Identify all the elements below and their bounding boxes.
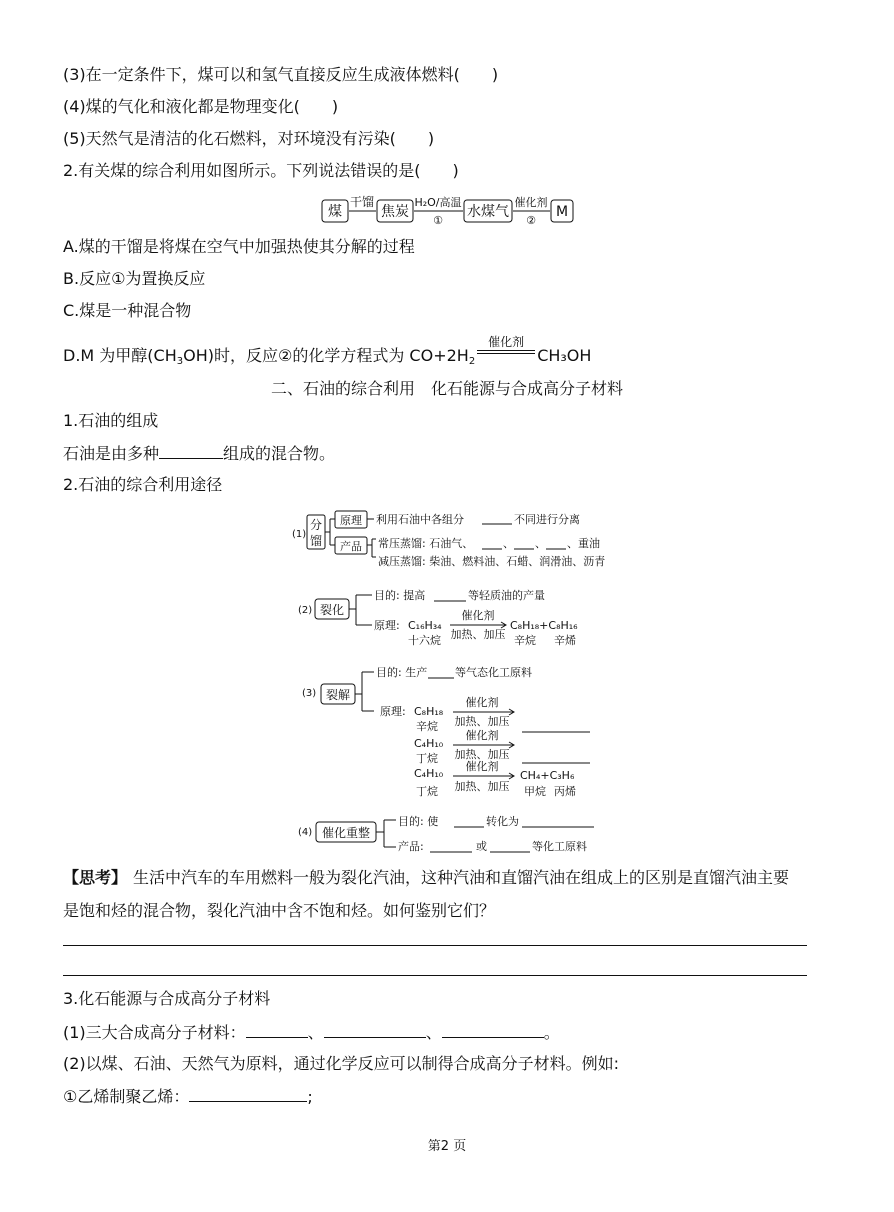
flow-arrow-2-bottom: ① bbox=[433, 214, 443, 227]
think-line1 bbox=[63, 867, 789, 889]
d4-chanpin-pre: 产品: bbox=[398, 840, 424, 853]
flow-arrow-1-label: 干馏 bbox=[349, 195, 375, 209]
d1-yuanli-text-pre: 利用石油中各组分 bbox=[376, 513, 464, 526]
d4-mudi-pre: 目的: 使 bbox=[398, 815, 439, 828]
d1-box-bottom: 馏 bbox=[309, 534, 323, 548]
d2-mudi-pre: 目的: 提高 bbox=[374, 589, 426, 602]
d2-reactant: C₁₆H₃₄ bbox=[408, 619, 442, 632]
q2-stem: 2.有关煤的综合利用如图所示。下列说法错误的是( ) bbox=[63, 161, 459, 180]
think-text1: 生活中汽车的车用燃料一般为裂化汽油，这种汽油和直馏汽油在组成上的区别是直馏汽油主要 bbox=[133, 868, 790, 887]
d3-p3-name1: 甲烷 bbox=[524, 785, 546, 798]
d2-yuanli: 原理: bbox=[374, 619, 400, 632]
q1-item5: (5)天然气是清洁的化石燃料，对环境没有污染( ) bbox=[63, 129, 435, 148]
flow-arrow-2-top: H₂O/高温 bbox=[414, 196, 462, 209]
section3-h3: 3.化石能源与合成高分子材料 bbox=[63, 989, 271, 1008]
section2-h2: 2.石油的综合利用途径 bbox=[63, 475, 223, 494]
d4-mudi-mid: 转化为 bbox=[486, 815, 519, 828]
section2-p1 bbox=[63, 442, 335, 465]
diagram-pyrolysis bbox=[302, 665, 590, 798]
section3-p2: (2)以煤、石油、天然气为原料，通过化学反应可以制得合成高分子材料。例如: bbox=[63, 1054, 620, 1073]
section3-p1-pre: (1)三大合成高分子材料： bbox=[63, 1023, 246, 1042]
petroleum-diagram bbox=[288, 505, 618, 865]
q2-option-d-end: CH₃OH bbox=[537, 346, 592, 365]
q2-option-c: C.煤是一种混合物 bbox=[63, 301, 192, 320]
d1-row2: 减压蒸馏: 柴油、燃料油、石蜡、润滑油、沥青 bbox=[378, 555, 606, 568]
section2-p1-post: 组成的混合物。 bbox=[223, 444, 336, 463]
d2-num: (2) bbox=[298, 605, 313, 616]
page-number: 第2 页 bbox=[427, 1139, 467, 1154]
flow-node-m-label: M bbox=[555, 204, 569, 220]
d3-r3: C₄H₁₀ bbox=[414, 767, 444, 780]
think-label: 【思考】 bbox=[63, 868, 128, 887]
section3-p3 bbox=[63, 1085, 313, 1108]
d3-cond2-top: 催化剂 bbox=[465, 729, 499, 742]
d2-product: C₈H₁₈+C₈H₁₆ bbox=[510, 619, 578, 632]
flow-node-coke-label: 焦炭 bbox=[381, 204, 409, 220]
d1-row1-sep1: 、 bbox=[503, 537, 514, 550]
blank-polyethylene bbox=[189, 1085, 307, 1102]
d3-p3-name2: 丙烯 bbox=[554, 785, 576, 798]
answer-line-2 bbox=[63, 975, 807, 976]
d3-box-label: 裂解 bbox=[325, 688, 351, 702]
d1-row1-sep2: 、 bbox=[535, 537, 546, 550]
d3-yuanli: 原理: bbox=[380, 705, 406, 718]
d1-chanpin: 产品 bbox=[340, 540, 362, 553]
d3-mudi-pre: 目的: 生产 bbox=[376, 666, 428, 679]
section3-end: 。 bbox=[543, 1023, 560, 1042]
d4-box-label: 催化重整 bbox=[321, 826, 371, 840]
d3-r2: C₄H₁₀ bbox=[414, 737, 444, 750]
q2-option-d-pre: D.M 为甲醇(CH bbox=[63, 346, 177, 365]
d2-product-name1: 辛烷 bbox=[514, 634, 536, 647]
d3-r1: C₈H₁₈ bbox=[414, 705, 444, 718]
d3-cond1-top: 催化剂 bbox=[465, 696, 499, 709]
blank-material-2 bbox=[324, 1021, 426, 1038]
d3-r1-name: 辛烷 bbox=[416, 720, 438, 733]
q2-option-a: A.煤的干馏是将煤在空气中加强热使其分解的过程 bbox=[63, 237, 415, 256]
d1-box-top: 分 bbox=[309, 518, 323, 532]
section2-h1: 1.石油的组成 bbox=[63, 411, 159, 430]
d3-num: (3) bbox=[302, 688, 317, 699]
d1-row1-pre: 常压蒸馏: 石油气、 bbox=[378, 537, 474, 550]
answer-line-1 bbox=[63, 945, 807, 946]
coal-flow-diagram bbox=[318, 190, 578, 230]
d4-chanpin-post: 等化工原料 bbox=[532, 840, 587, 853]
diagram-reforming bbox=[298, 814, 594, 853]
d1-num: (1) bbox=[292, 529, 307, 540]
d3-r2-name: 丁烷 bbox=[416, 752, 438, 765]
flow-node-coal-label: 煤 bbox=[328, 204, 342, 220]
flow-arrow-3-bottom: ② bbox=[526, 214, 536, 227]
d2-product-name2: 辛烯 bbox=[554, 634, 576, 647]
q2-option-b: B.反应①为置换反应 bbox=[63, 269, 206, 288]
d4-num: (4) bbox=[298, 827, 313, 838]
d3-cond3-top: 催化剂 bbox=[465, 760, 499, 773]
section3-p3-end: ; bbox=[307, 1087, 313, 1106]
section3-p3-pre: ①乙烯制聚乙烯： bbox=[63, 1087, 190, 1106]
d2-box-label: 裂化 bbox=[319, 603, 345, 617]
blank-hydrocarbons bbox=[159, 442, 223, 459]
d2-reactant-name: 十六烷 bbox=[408, 634, 441, 647]
d1-yuanli-text-post: 不同进行分离 bbox=[514, 513, 580, 526]
blank-material-3 bbox=[442, 1021, 544, 1038]
q2-option-d-equals bbox=[475, 335, 537, 361]
d4-chanpin-mid: 或 bbox=[476, 840, 487, 853]
q2-option-d-catalyst: 催化剂 bbox=[488, 335, 525, 349]
think-line2: 是饱和烃的混合物，裂化汽油中含不饱和烃。如何鉴别它们？ bbox=[63, 901, 496, 920]
q2-option-d bbox=[63, 335, 592, 373]
flow-node-watergas-label: 水煤气 bbox=[467, 204, 509, 220]
d3-p3: CH₄+C₃H₆ bbox=[520, 769, 575, 782]
flow-arrow-3-top: 催化剂 bbox=[514, 196, 548, 209]
q1-item3: (3)在一定条件下，煤可以和氢气直接反应生成液体燃料( ) bbox=[63, 65, 499, 84]
blank-material-1 bbox=[246, 1021, 308, 1038]
q2-option-d-mid: OH)时，反应②的化学方程式为 CO+2H bbox=[183, 346, 469, 365]
q2-option-d-sub3: 3 bbox=[176, 356, 184, 367]
d3-cond2-bottom: 加热、加压 bbox=[454, 748, 510, 761]
d1-yuanli: 原理 bbox=[340, 514, 362, 527]
diagram-cracking bbox=[298, 588, 578, 647]
d3-cond3-bottom: 加热、加压 bbox=[454, 780, 510, 793]
q1-item4: (4)煤的气化和液化都是物理变化( ) bbox=[63, 97, 339, 116]
d2-cond-bottom: 加热、加压 bbox=[450, 628, 506, 641]
d1-row1-end: 、重油 bbox=[567, 537, 600, 550]
d3-mudi-post: 等气态化工原料 bbox=[455, 666, 532, 679]
q2-option-d-sub2: 2 bbox=[468, 356, 476, 367]
d2-mudi-post: 等轻质油的产量 bbox=[468, 589, 545, 602]
section3-sep2: 、 bbox=[425, 1023, 442, 1042]
section3-p1 bbox=[63, 1021, 560, 1044]
section-title: 二、石油的综合利用 化石能源与合成高分子材料 bbox=[270, 379, 623, 398]
d3-r3-name: 丁烷 bbox=[416, 785, 438, 798]
d3-cond1-bottom: 加热、加压 bbox=[454, 715, 510, 728]
d2-cond-top: 催化剂 bbox=[461, 609, 495, 622]
section2-p1-pre: 石油是由多种 bbox=[63, 444, 160, 463]
section3-sep1: 、 bbox=[307, 1023, 324, 1042]
diagram-fractionation bbox=[292, 511, 605, 568]
